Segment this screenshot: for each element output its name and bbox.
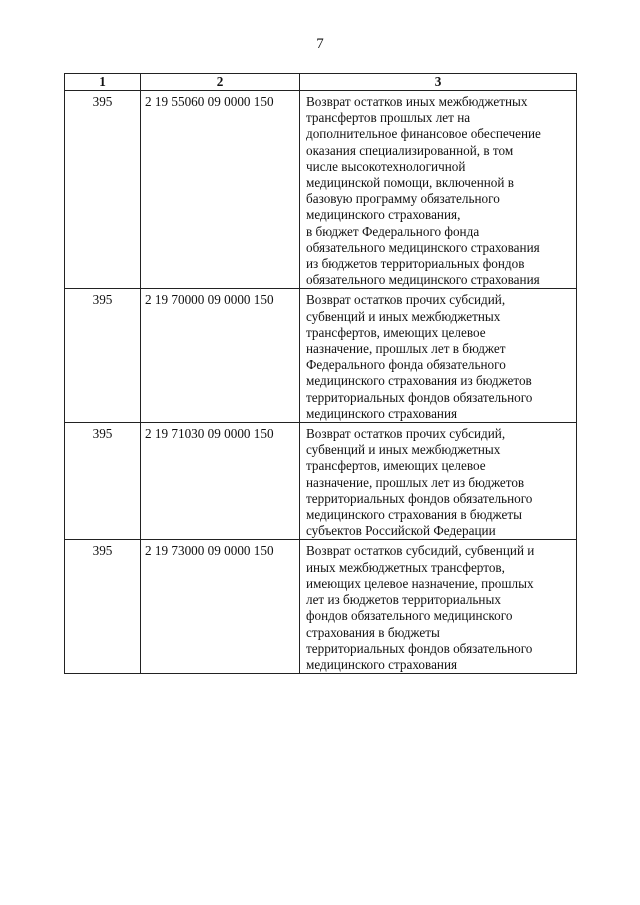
income-name-line: Возврат остатков субсидий, субвенций и xyxy=(306,543,535,559)
income-name-line: субъектов Российской Федерации xyxy=(306,523,496,539)
table-row xyxy=(65,289,577,423)
header-col-2: 2 xyxy=(141,74,300,91)
income-name-line: медицинского страхования xyxy=(306,405,458,421)
income-name-line: субвенций и иных межбюджетных xyxy=(306,442,501,458)
table-header-row xyxy=(65,74,577,91)
income-name-line: страхования в бюджеты xyxy=(306,624,440,640)
income-name-cell xyxy=(300,289,577,423)
admin-code-cell: 395 xyxy=(65,540,141,674)
income-name-cell xyxy=(300,91,577,289)
income-name-line: территориальных фондов обязательного xyxy=(306,640,533,656)
income-name-line: в бюджет Федерального фонда xyxy=(306,223,480,239)
income-name-line: из бюджетов территориальных фондов xyxy=(306,256,525,272)
income-name-line: медицинского страхования из бюджетов xyxy=(306,373,532,389)
income-name-line: имеющих целевое назначение, прошлых xyxy=(306,575,534,591)
income-name-line: медицинской помощи, включенной в xyxy=(306,175,514,191)
budget-code-cell: 2 19 55060 09 0000 150 xyxy=(141,91,300,289)
header-col-3: 3 xyxy=(300,74,577,91)
table-row xyxy=(65,91,577,289)
page-number: 7 xyxy=(316,36,324,52)
budget-codes-table xyxy=(64,73,577,674)
admin-code-cell: 395 xyxy=(65,289,141,423)
income-name-line: обязательного медицинского страхования xyxy=(306,272,540,288)
income-name-line: территориальных фондов обязательного xyxy=(306,389,533,405)
header-col-1: 1 xyxy=(65,74,141,91)
income-name-line: медицинского страхования в бюджеты xyxy=(306,507,522,523)
income-name-line: числе высокотехнологичной xyxy=(306,158,466,174)
income-name-line: трансфертов прошлых лет на xyxy=(306,110,471,126)
budget-code-cell: 2 19 71030 09 0000 150 xyxy=(141,423,300,540)
budget-code-cell: 2 19 73000 09 0000 150 xyxy=(141,540,300,674)
income-name-line: назначение, прошлых лет в бюджет xyxy=(306,341,506,357)
income-name-line: субвенций и иных межбюджетных xyxy=(306,308,501,324)
income-name-line: трансфертов, имеющих целевое xyxy=(306,324,486,340)
budget-code-cell: 2 19 70000 09 0000 150 xyxy=(141,289,300,423)
income-name-line: Федерального фонда обязательного xyxy=(306,357,506,373)
income-name-line: трансфертов, имеющих целевое xyxy=(306,458,486,474)
income-name-cell xyxy=(300,540,577,674)
admin-code-cell: 395 xyxy=(65,423,141,540)
income-name-line: Возврат остатков иных межбюджетных xyxy=(306,94,528,109)
income-name-line: назначение, прошлых лет из бюджетов xyxy=(306,474,525,490)
income-name-line: обязательного медицинского страхования xyxy=(306,239,540,255)
admin-code-cell: 395 xyxy=(65,91,141,289)
income-name-line: фондов обязательного медицинского xyxy=(306,608,513,624)
income-name-line: оказания специализированной, в том xyxy=(306,142,514,158)
table-row xyxy=(65,423,577,540)
table-row xyxy=(65,540,577,674)
income-name-line: медицинского страхования, xyxy=(306,207,461,223)
income-name-cell xyxy=(300,423,577,540)
table-body xyxy=(65,91,577,674)
income-name-line: территориальных фондов обязательного xyxy=(306,490,533,506)
income-name-line: иных межбюджетных трансфертов, xyxy=(306,559,505,575)
income-name-line: Возврат остатков прочих субсидий, xyxy=(306,292,506,308)
income-name-line: лет из бюджетов территориальных xyxy=(306,592,501,608)
income-name-line: дополнительное финансовое обеспечение xyxy=(306,126,541,142)
income-name-line: базовую программу обязательного xyxy=(306,191,500,207)
income-name-line: Возврат остатков прочих субсидий, xyxy=(306,426,506,442)
income-name-line: медицинского страхования xyxy=(306,656,458,672)
